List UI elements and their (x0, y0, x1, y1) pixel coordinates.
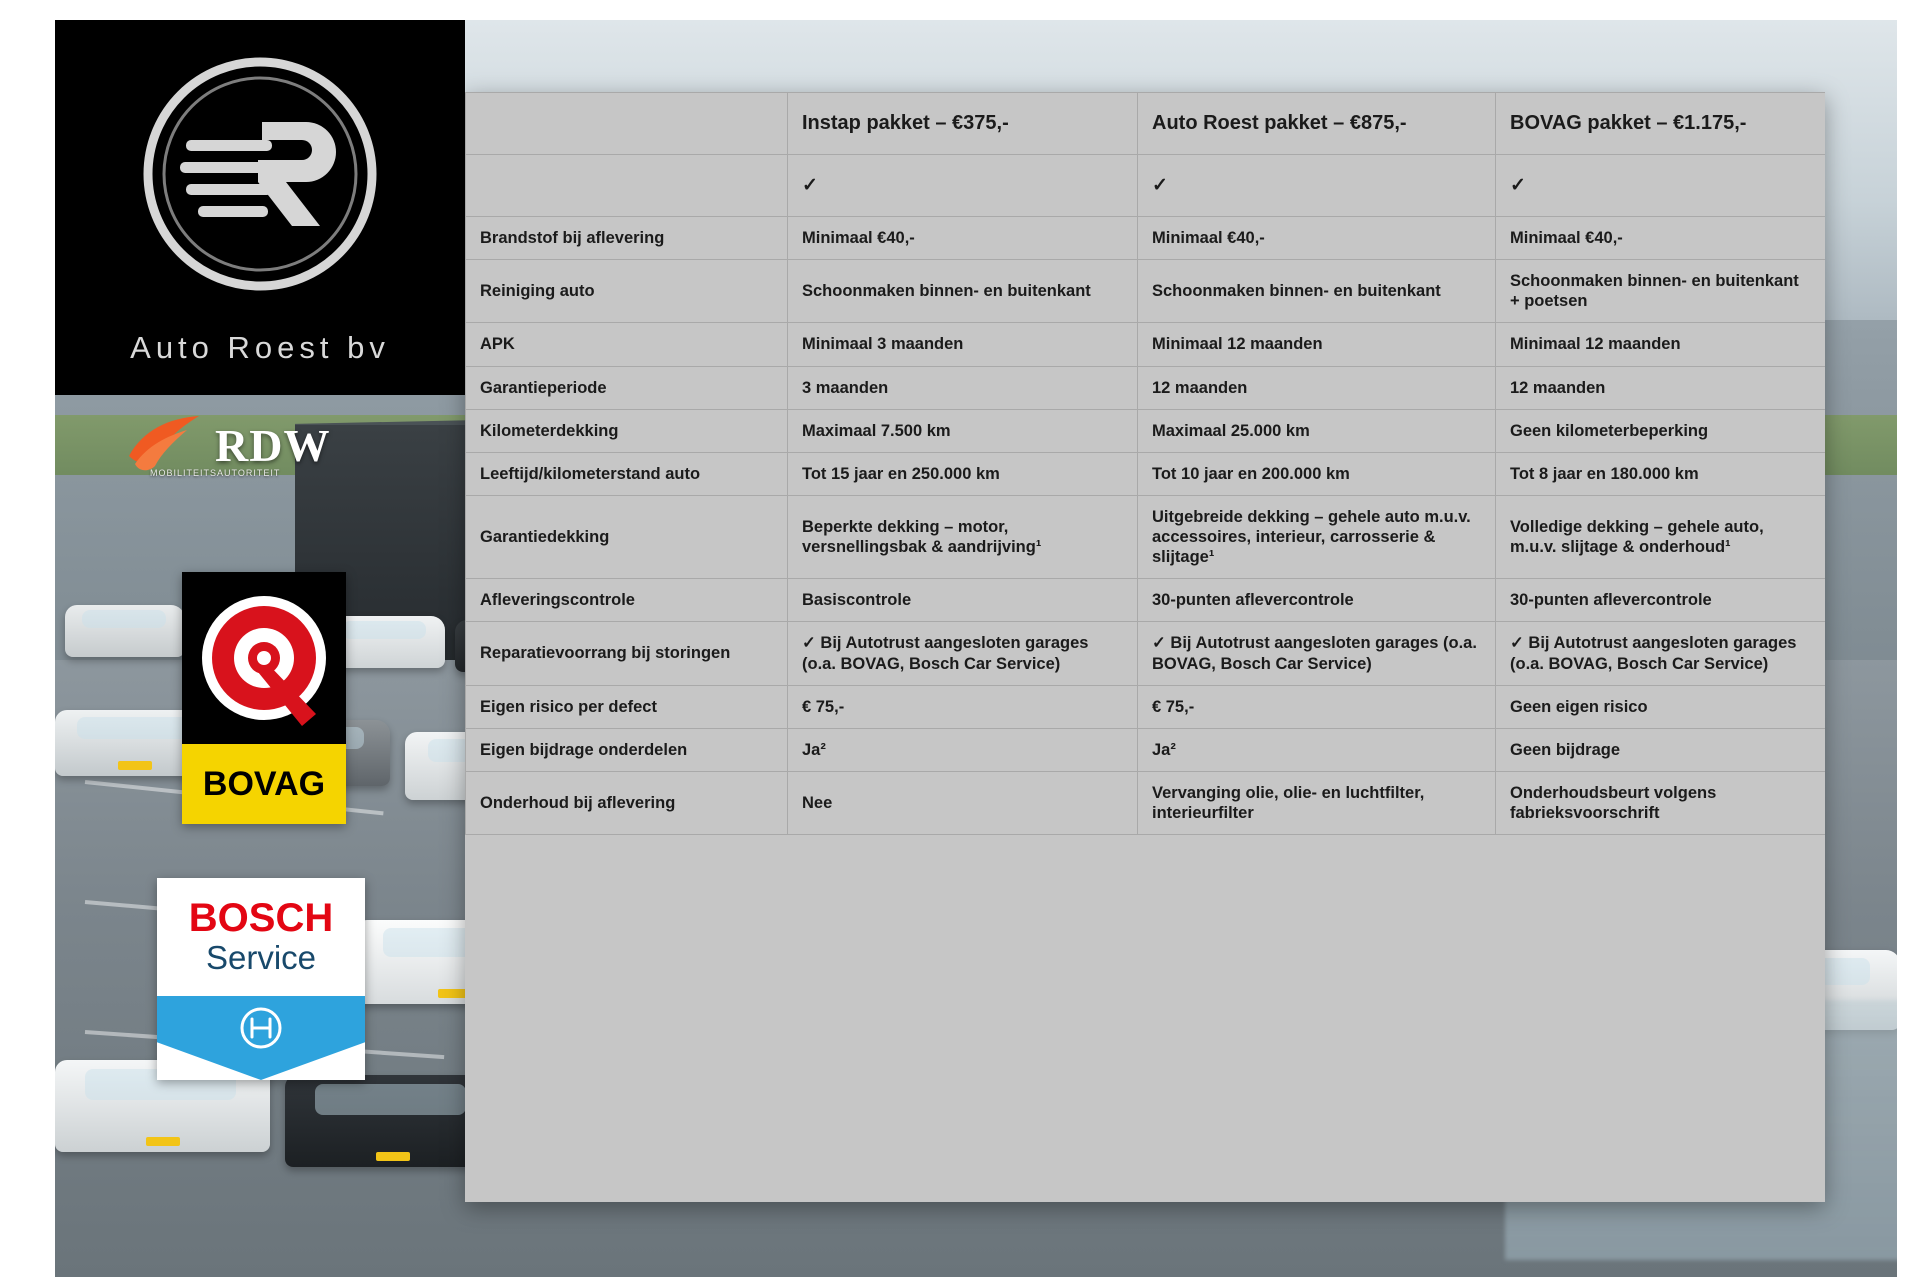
table-row (466, 771, 1826, 834)
row-cell: Basiscontrole (788, 579, 1138, 622)
bosch-armature-icon (239, 1006, 283, 1055)
table-row-check (466, 155, 1826, 217)
table-row (466, 217, 1826, 260)
row-cell: Nee (788, 771, 1138, 834)
row-cell: Geen kilometerbeperking (1496, 409, 1826, 452)
brand-logo-panel (55, 20, 465, 395)
row-cell: Minimaal €40,- (788, 217, 1138, 260)
row-cell: Minimaal €40,- (1496, 217, 1826, 260)
row-cell: Tot 10 jaar en 200.000 km (1138, 452, 1496, 495)
parked-car (65, 605, 185, 657)
rdw-label: RDW (215, 419, 331, 471)
bosch-wordmark-panel (157, 878, 365, 996)
table-row (466, 495, 1826, 578)
row-cell: Ja² (1138, 728, 1496, 771)
bosch-banner (157, 996, 365, 1080)
row-cell: € 75,- (788, 685, 1138, 728)
row-cell: Schoonmaken binnen- en buitenkant (1138, 260, 1496, 323)
row-label: Garantiedekking (466, 495, 788, 578)
table-row (466, 579, 1826, 622)
license-plate (146, 1137, 180, 1146)
row-cell: Maximaal 25.000 km (1138, 409, 1496, 452)
brand-name: Auto Roest bv (130, 330, 390, 365)
row-cell: Geen eigen risico (1496, 685, 1826, 728)
bosch-sublabel: Service (205, 938, 317, 976)
table-row (466, 409, 1826, 452)
row-label: Reparatievoorrang bij storingen (466, 622, 788, 685)
row-label: Afleveringscontrole (466, 579, 788, 622)
row-label: Eigen risico per defect (466, 685, 788, 728)
column-header-instap: Instap pakket – €375,- (788, 93, 1138, 155)
table-row (466, 728, 1826, 771)
row-cell: Uitgebreide dekking – gehele auto m.u.v. accessoires, interieur, carrosserie & slijtage¹ (1138, 495, 1496, 578)
row-cell: € 75,- (1138, 685, 1496, 728)
bovag-seal-icon (182, 572, 346, 744)
column-header-feature (466, 93, 788, 155)
row-cell: Maximaal 7.500 km (788, 409, 1138, 452)
row-cell: ✓ Bij Autotrust aangesloten garages (o.a. BOVAG, Bosch Car Service) (1496, 622, 1826, 685)
check-icon-auto-roest: ✓ (1138, 155, 1496, 217)
row-label: Garantieperiode (466, 366, 788, 409)
bovag-wordmark-panel (182, 744, 346, 824)
row-label: Brandstof bij aflevering (466, 217, 788, 260)
badge-bosch (157, 878, 365, 1080)
row-cell: Minimaal 12 maanden (1138, 323, 1496, 366)
row-label: Eigen bijdrage onderdelen (466, 728, 788, 771)
license-plate (118, 761, 152, 770)
table-row (466, 260, 1826, 323)
row-cell: ✓ Bij Autotrust aangesloten garages (o.a. BOVAG, Bosch Car Service) (788, 622, 1138, 685)
column-header-bovag: BOVAG pakket – €1.175,- (1496, 93, 1826, 155)
table-row (466, 685, 1826, 728)
row-cell: Minimaal 12 maanden (1496, 323, 1826, 366)
table-row (466, 622, 1826, 685)
row-label: Reiniging auto (466, 260, 788, 323)
row-cell: Ja² (788, 728, 1138, 771)
check-icon-bovag: ✓ (1496, 155, 1826, 217)
column-header-auto-roest: Auto Roest pakket – €875,- (1138, 93, 1496, 155)
row-cell: Onderhoudsbeurt volgens fabrieksvoorschrift (1496, 771, 1826, 834)
row-label: Onderhoud bij aflevering (466, 771, 788, 834)
bovag-label: BOVAG (202, 764, 326, 803)
table-row (466, 452, 1826, 495)
row-label: Leeftijd/kilometerstand auto (466, 452, 788, 495)
rdw-sublabel: MOBILITEITSAUTORITEIT (150, 468, 281, 478)
auto-roest-monogram-icon (134, 48, 386, 305)
table-row (466, 366, 1826, 409)
row-cell: Tot 15 jaar en 250.000 km (788, 452, 1138, 495)
row-cell: ✓ Bij Autotrust aangesloten garages (o.a. BOVAG, Bosch Car Service) (1138, 622, 1496, 685)
check-icon-instap: ✓ (788, 155, 1138, 217)
row-cell: Schoonmaken binnen- en buitenkant (788, 260, 1138, 323)
row-label: Kilometerdekking (466, 409, 788, 452)
license-plate (376, 1152, 410, 1161)
row-cell: 12 maanden (1138, 366, 1496, 409)
table-header-row (466, 93, 1826, 155)
row-cell: 3 maanden (788, 366, 1138, 409)
row-cell: Geen bijdrage (1496, 728, 1826, 771)
row-cell: Minimaal 3 maanden (788, 323, 1138, 366)
bosch-label: BOSCH (188, 895, 334, 940)
row-cell: 12 maanden (1496, 366, 1826, 409)
row-cell: Minimaal €40,- (1138, 217, 1496, 260)
row-cell: Schoonmaken binnen- en buitenkant + poetsen (1496, 260, 1826, 323)
row-cell: Vervanging olie, olie- en luchtfilter, interieurfilter (1138, 771, 1496, 834)
row-cell: 30-punten aflevercontrole (1138, 579, 1496, 622)
row-cell: Volledige dekking – gehele auto, m.u.v. slijtage & onderhoud¹ (1496, 495, 1826, 578)
row-label (466, 155, 788, 217)
row-cell: Tot 8 jaar en 180.000 km (1496, 452, 1826, 495)
row-cell: Beperkte dekking – motor, versnellingsbak & aandrijving¹ (788, 495, 1138, 578)
badge-bovag (182, 572, 346, 824)
row-cell: 30-punten aflevercontrole (1496, 579, 1826, 622)
row-label: APK (466, 323, 788, 366)
package-comparison-table (465, 92, 1825, 1202)
table-row (466, 323, 1826, 366)
